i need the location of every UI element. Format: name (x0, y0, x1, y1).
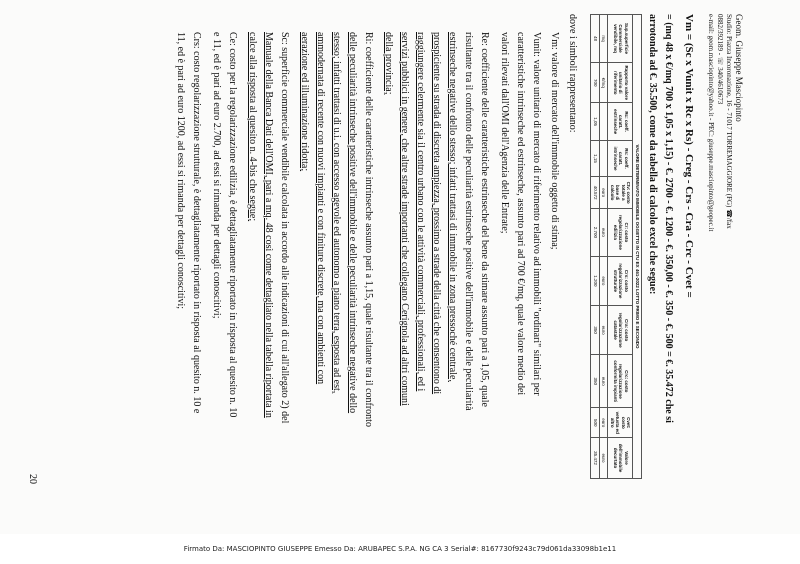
vm-definition: Vm: valore di mercato dell'immobile oggetto di stima; (549, 32, 560, 250)
vunit-definition-3: valori rilevati dall'OMI dell'Agenzia delle Entrate; (499, 32, 510, 234)
letterhead (706, 14, 744, 244)
table-cell: 350 (591, 306, 600, 355)
ce-definition-1: Ce: costo per la regolarizzazione edilizia, è dettagliatamente riportato in risposta al quesito n. 10 (227, 32, 238, 418)
table-header: Cr: costo regolarizzazione edilizia (608, 209, 633, 257)
table-cell: 48 (591, 15, 600, 63)
table-row (591, 15, 600, 479)
table-header: Cvet: costo vetusta ed altro (608, 408, 633, 437)
computation-line-2: arrotonda ad €. 35.500, come da tabella di calcolo excel che segue: (647, 14, 658, 295)
valuation-table (591, 14, 643, 479)
computation-line-1: = (mq 48 x €/mq 700 x 1,05 x 1,15) - €. 2700 - €. 1200 - €. 350,00 - €. 350 - €. 500 = €. 35.472 che si (663, 14, 674, 423)
table-cell: 350 (591, 355, 600, 408)
sc-definition-1: Sc: superficie commerciale vendibile calcolata in accordo alle indicazioni di cui all'allegato 2) del (279, 32, 290, 424)
table-header: Rc: coeff. caratt. estrinseche (608, 103, 633, 140)
table-header: Cra: costo regolarizzazione catastale (608, 306, 633, 355)
sc-definition-2: Manuale della Banca Dati dell'OMI, pari a mq. 48 così come dettagliato nella tabella riportata in (263, 32, 274, 418)
table-header: Rs: coeff. caratt. intrinseche (608, 140, 633, 176)
vunit-definition-1: Vunit: valore unitario di mercato di riferimento relativo ad immobili "ordinari" similari per (531, 32, 542, 396)
ri-definition-4: ammodernata di recente con nuovi impianti e con finiture discrete, ma con ambienti con (315, 32, 326, 385)
table-unit (600, 103, 609, 140)
author-address: Studio: Piazza Incoronazione, 16 - 71017 TORREMAGGIORE (FG) ☎/fax 0882/392189 - ☏ 340/4610673 (716, 14, 733, 229)
table-cell: 500 (591, 408, 600, 437)
re-definition-6: servizi pubblici in genere, che altre strade importanti che collegano Cerignola ad altri comuni (399, 32, 410, 406)
table-header: Ctv: costo totale a base di calcolo (608, 177, 633, 209)
author-name: Geom. Giuseppe Masciopinto (734, 14, 744, 122)
table-unit: €/mq (600, 63, 609, 103)
author-email: e-mail: geom.masciopinto@yahoo.it - PEC: giuseppe.masciopinto@geopec.it (707, 14, 715, 232)
re-definition-4: prospiciente su strada di discreta ampiezza, prossimo a strade della città che consentono di (431, 32, 442, 395)
table-header: Crc: costo regolarizzazione conformita impianti (608, 355, 633, 408)
table-header: Sup.superficie Commerciale vendibile, mq (608, 15, 633, 63)
ce-definition-2: e 11, ed è pari ad euro 2.700, ad essi si rimanda per dettagli conoscitivi; (211, 32, 222, 319)
table-header: Rapporto valore unitario di riferimento (608, 63, 633, 103)
vunit-definition-2: caratteristiche intrinseche ed estrinseche, assunto pari ad 700 €/mq, quale valore medio dei (515, 32, 526, 396)
page-number: 20 (27, 474, 38, 484)
table-header: Crs: costo regolarizzazione strutturale (608, 256, 633, 305)
intro-text: dove i simboli rappresentano: (567, 14, 578, 133)
table-unit: euro (600, 437, 609, 478)
table-cell: 1.200 (591, 256, 600, 305)
ri-definition-3: stesso; infatti trattasi di u.i. con accesso agevole ed autonomo a piano terra, esposta ad est, (331, 32, 342, 394)
valuation-formula: Vm = (Sc x Vunit x Rc x Rs) - Creg - Crs - Cra - Crc - Cvet = (683, 14, 695, 298)
table-unit (600, 140, 609, 176)
table-cell: 700 (591, 63, 600, 103)
re-definition-5: raggiungere celermente sia il centro urbano con le attività commerciali, professionali, ed i (415, 32, 426, 392)
crs-definition-2: 11, ed è pari ad euro 1200, ad essi si rimanda per dettagli conoscitivi; (175, 32, 186, 310)
table-unit: mq (600, 15, 609, 63)
table-title: VALORE DETERMINATO IMMOBILE OGGETTO IN CTU EX 461-2022 LOTTO PRIMO E SECONDO (633, 15, 642, 479)
re-definition-1: Re: coefficiente delle caratteristiche estrinseche del bene da stimare assunto pari a 1,05, quale (479, 32, 490, 407)
ri-definition-5: aerazione ed illuminazione ridotta; (299, 32, 310, 172)
table-unit: euro (600, 408, 609, 437)
sc-definition-3: calce alla risposta al quesito n. 4-bis che segue; (247, 32, 258, 222)
table-unit: euro (600, 355, 609, 408)
table-unit: euro (600, 256, 609, 305)
re-definition-7: della provincia; (383, 32, 394, 95)
table-unit: euro (600, 177, 609, 209)
table-units-row (600, 15, 609, 479)
table-header-row (608, 15, 633, 479)
re-definition-3: estrinseche negative dello stesso; infatti trattasi di immobile in zona pressoché centrale, (447, 32, 458, 382)
table-cell: 1,05 (591, 103, 600, 140)
table-cell: 35.472 (591, 437, 600, 478)
table-cell: 1,15 (591, 140, 600, 176)
re-definition-2: risultante tra il confronto delle peculiarità estrinseche positive dell'immobile e delle peculiarità (463, 32, 474, 411)
ri-definition-1: Ri: coefficiente delle caratteristiche intrinseche assunto pari a 1,15, quale risultante tra il confronto (363, 32, 374, 427)
digital-signature-footer: Firmato Da: MASCIOPINTO GIUSEPPE Emesso Da: ARUBAPEC S.P.A. NG CA 3 Serial#: 8167730f9243c79d061da33098b1e11 (0, 534, 800, 564)
table-unit: euro (600, 306, 609, 355)
ri-definition-2: delle peculiarità intrinseche positive dell'immobile e delle peculiarità intrinseche negative dello (347, 32, 358, 414)
table-cell: 40.572 (591, 177, 600, 209)
table-cell: 2.700 (591, 209, 600, 257)
table-header: Valore dell'immobile decurtato (608, 437, 633, 478)
crs-definition-1: Crs: costo regolarizzazione strutturale, è dettagliatamente riportato in risposta al quesito n. 10 e (191, 32, 202, 414)
table-unit: euro (600, 209, 609, 257)
